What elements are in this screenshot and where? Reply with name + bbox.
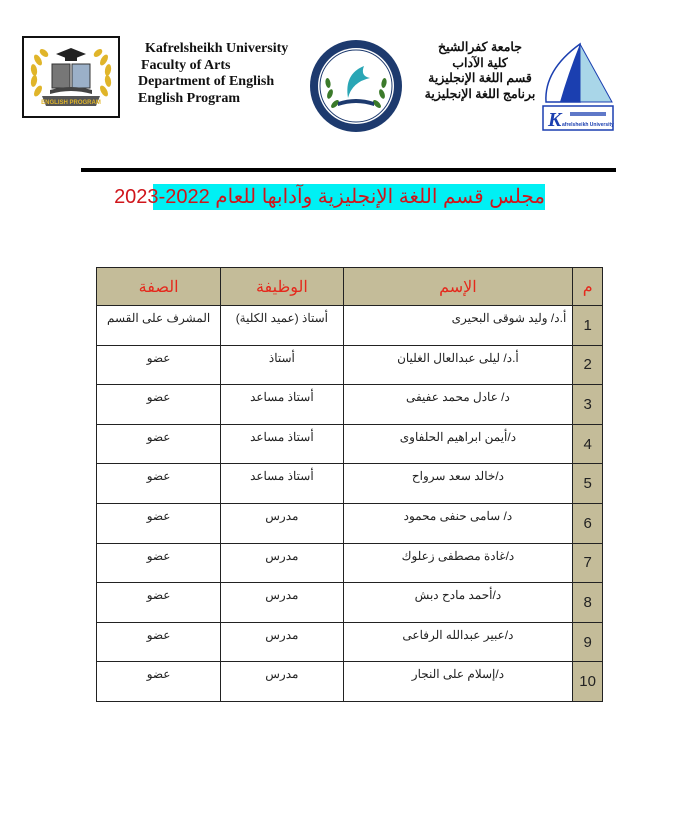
faculty-of-arts-seal-icon <box>308 38 404 134</box>
member-name: أ.د/ ليلى عبدالعال الغليان <box>343 345 573 385</box>
column-header-number: م <box>573 268 603 306</box>
member-name: د/أحمد مادح دبش <box>343 583 573 623</box>
member-job: مدرس <box>221 622 343 662</box>
member-job: مدرس <box>221 503 343 543</box>
english-header <box>138 41 288 107</box>
member-role: عضو <box>97 464 221 504</box>
svg-text:afrelsheikh University: afrelsheikh University <box>562 122 614 128</box>
row-number: 5 <box>573 464 603 504</box>
department-name-ar: قسم اللغة الإنجليزية <box>428 71 532 85</box>
member-name: د/ سامى حنفى محمود <box>343 503 573 543</box>
column-header-job: الوظيفة <box>221 268 343 306</box>
row-number: 9 <box>573 622 603 662</box>
table-row <box>97 424 603 464</box>
table-row <box>97 622 603 662</box>
header-divider <box>81 168 616 172</box>
member-job: مدرس <box>221 662 343 702</box>
member-job: أستاذ (عميد الكلية) <box>221 306 343 346</box>
department-name-en: Department of English <box>138 74 275 89</box>
table-header-row <box>97 268 603 306</box>
faculty-name-ar: كلية الآداب <box>452 55 508 70</box>
arabic-header <box>420 40 540 102</box>
member-job: أستاذ مساعد <box>221 464 343 504</box>
member-role: عضو <box>97 424 221 464</box>
program-name-en: English Program <box>138 90 241 106</box>
member-name: أ.د/ وليد شوقى البحيرى <box>343 306 573 346</box>
member-role: عضو <box>97 385 221 425</box>
table-row <box>97 385 603 425</box>
row-number: 1 <box>573 306 603 346</box>
column-header-role: الصفة <box>97 268 221 306</box>
row-number: 4 <box>573 424 603 464</box>
university-name-en: Kafrelsheikh University <box>145 41 289 56</box>
program-name-ar: برنامج اللغة الإنجليزية <box>424 86 536 101</box>
member-job: أستاذ <box>221 345 343 385</box>
document-title: مجلس قسم اللغة الإنجليزية وآدابها للعام 2022-2023 <box>114 186 545 208</box>
member-name: د/غادة مصطفى زعلوك <box>343 543 573 583</box>
member-role: عضو <box>97 662 221 702</box>
row-number: 10 <box>573 662 603 702</box>
member-name: د/ عادل محمد عفيفى <box>343 385 573 425</box>
member-job: أستاذ مساعد <box>221 385 343 425</box>
row-number: 8 <box>573 583 603 623</box>
kafrelsheikh-university-sail-logo-icon <box>540 40 616 132</box>
faculty-seal <box>308 38 404 134</box>
member-job: مدرس <box>221 583 343 623</box>
faculty-name-en: Faculty of Arts <box>141 57 231 73</box>
english-program-logo <box>22 36 120 118</box>
column-header-name: الإسم <box>343 268 573 306</box>
row-number: 7 <box>573 543 603 583</box>
member-name: د/عبير عبدالله الرفاعى <box>343 622 573 662</box>
member-role: عضو <box>97 503 221 543</box>
member-role: عضو <box>97 622 221 662</box>
english-program-logo-icon <box>24 38 118 116</box>
university-logo <box>540 40 616 132</box>
member-job: أستاذ مساعد <box>221 424 343 464</box>
member-role: عضو <box>97 543 221 583</box>
member-name: د/إسلام على النجار <box>343 662 573 702</box>
table-row <box>97 306 603 346</box>
member-role: عضو <box>97 583 221 623</box>
council-members-table <box>96 267 603 702</box>
svg-text:ENGLISH PROGRAM: ENGLISH PROGRAM <box>41 100 101 106</box>
table-row <box>97 543 603 583</box>
university-name-ar: جامعة كفرالشيخ <box>438 40 522 54</box>
member-role: المشرف على القسم <box>97 306 221 346</box>
svg-text:K: K <box>548 109 562 131</box>
member-role: عضو <box>97 345 221 385</box>
table-row <box>97 464 603 504</box>
row-number: 6 <box>573 503 603 543</box>
table-row <box>97 503 603 543</box>
row-number: 3 <box>573 385 603 425</box>
row-number: 2 <box>573 345 603 385</box>
table-row <box>97 662 603 702</box>
table-row <box>97 345 603 385</box>
member-job: مدرس <box>221 543 343 583</box>
table-row <box>97 583 603 623</box>
member-name: د/خالد سعد سرواح <box>343 464 573 504</box>
member-name: د/أيمن ابراهيم الحلفاوى <box>343 424 573 464</box>
